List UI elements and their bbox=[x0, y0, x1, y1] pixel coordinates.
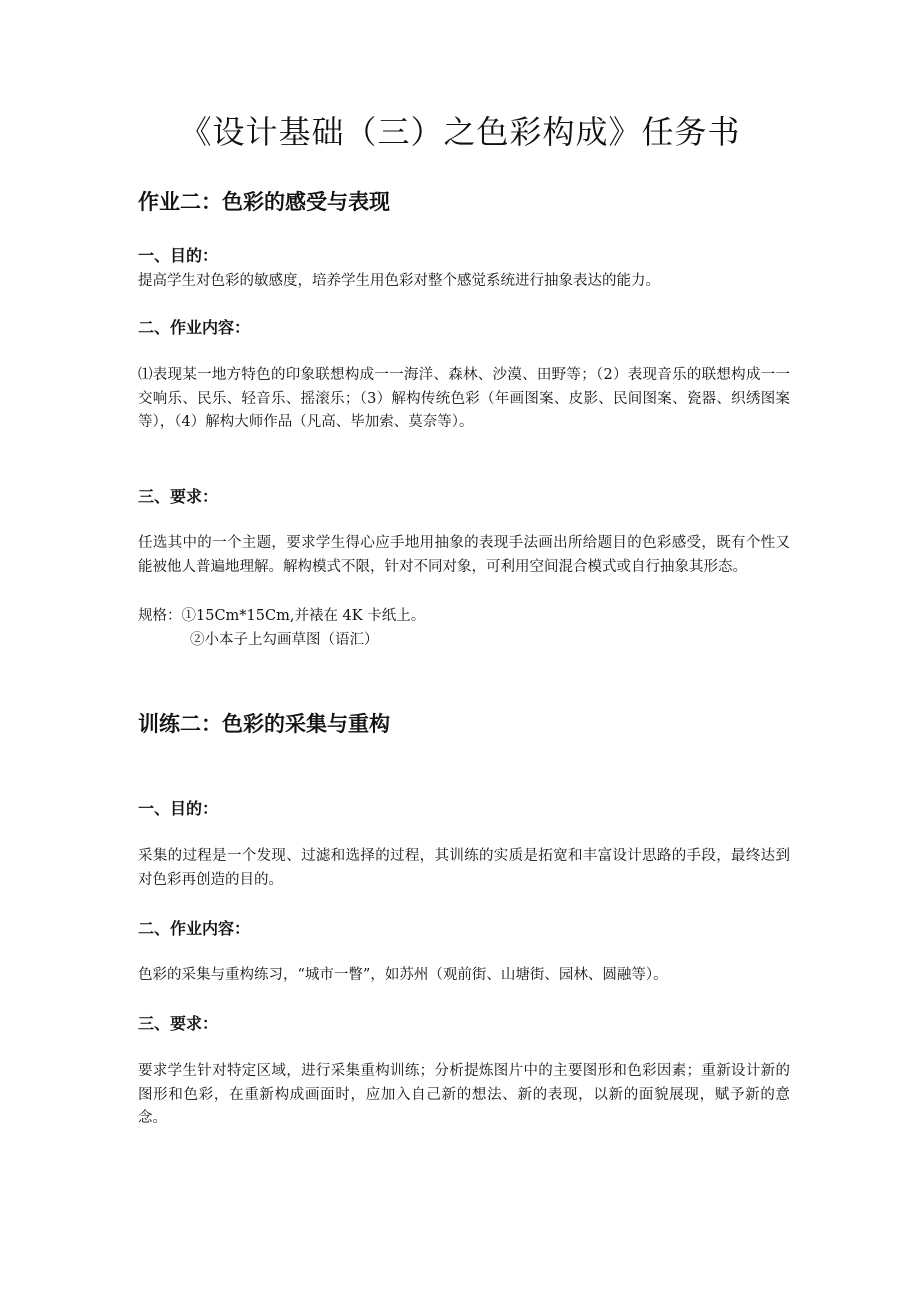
assignment2-purpose-heading: 一、目的： bbox=[138, 246, 219, 265]
document-title: 《设计基础（三）之色彩构成》任务书 bbox=[179, 113, 741, 151]
assignment2-title: 作业二：色彩的感受与表现 bbox=[138, 190, 390, 214]
training2-requirements-heading: 三、要求： bbox=[138, 1014, 219, 1033]
assignment2-spec-line-1: 规格：①15Cm*15Cm,并裱在 4K 卡纸上。 bbox=[138, 608, 426, 624]
training2-content-text: 色彩的采集与重构练习，“城市一瞥”，如苏州（观前街、山塘街、园林、圆融等）。 bbox=[138, 967, 668, 983]
training2-content-heading: 二、作业内容： bbox=[138, 919, 251, 938]
training2-requirements-text: 要求学生针对特定区域，进行采集重构训练；分析提炼图片中的主要图形和色彩因素；重新设计新的图形和色彩，在重新构成画面时，应加入自己新的想法、新的表现，以新的面貌展现，赋予新的意念。 bbox=[138, 1063, 790, 1126]
assignment2-purpose-text: 提高学生对色彩的敏感度，培养学生用色彩对整个感觉系统进行抽象表达的能力。 bbox=[138, 273, 660, 289]
training2-purpose-heading: 一、目的： bbox=[138, 799, 219, 818]
training2-title: 训练二：色彩的采集与重构 bbox=[138, 712, 390, 736]
assignment2-requirements-text: 任选其中的一个主题，要求学生得心应手地用抽象的表现手法画出所给题目的色彩感受，既有个性又能被他人普遍地理解。解构模式不限，针对不同对象，可利用空间混合模式或自行抽象其形态。 bbox=[138, 535, 790, 575]
assignment2-spec-line-2: ②小本子上勾画草图（语汇） bbox=[190, 632, 379, 648]
training2-purpose-text: 采集的过程是一个发现、过滤和选择的过程，其训练的实质是拓宽和丰富设计思路的手段，最终达到对色彩再创造的目的。 bbox=[138, 848, 790, 888]
assignment2-content-text: ⑴表现某一地方特色的印象联想构成一一海洋、森林、沙漠、田野等；（2）表现音乐的联想构成一一交响乐、民乐、轻音乐、摇滚乐；（3）解构传统色彩（年画图案、皮影、民间图案、瓷器、织绣图案等），（4）解构大师作品（凡高、毕加索、莫奈等）。 bbox=[138, 367, 790, 430]
assignment2-requirements-heading: 三、要求： bbox=[138, 487, 219, 506]
assignment2-content-heading: 二、作业内容： bbox=[138, 318, 251, 337]
